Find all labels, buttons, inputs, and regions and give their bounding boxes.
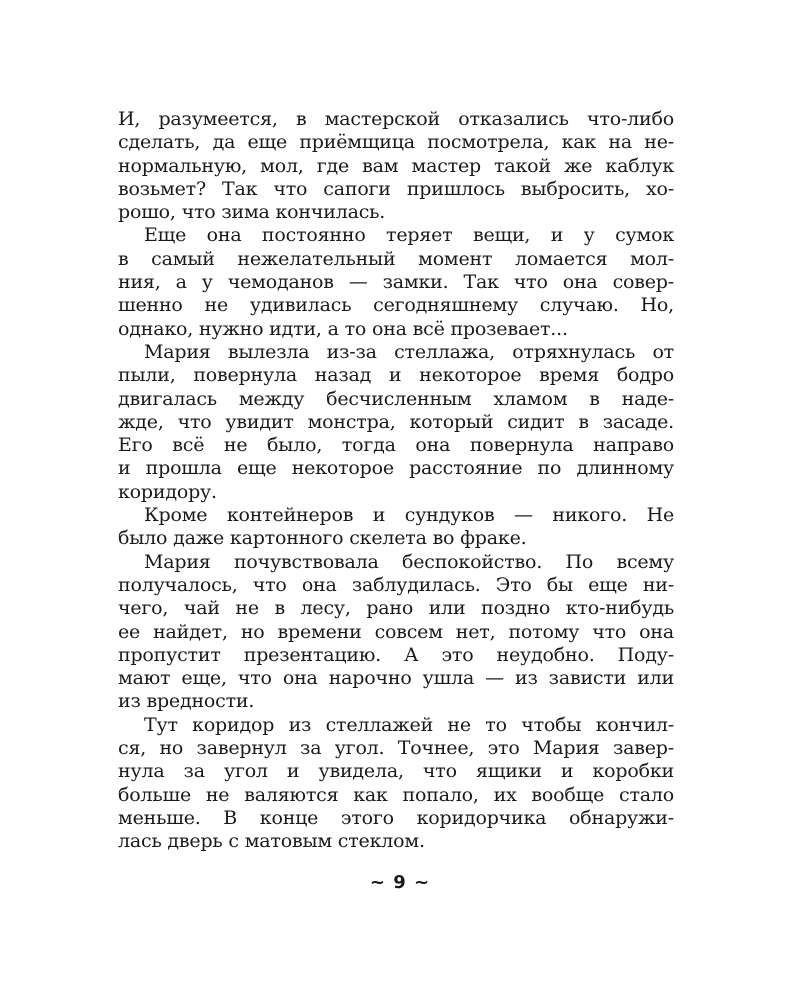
text-line: коридору. (118, 480, 217, 503)
text-line: двигалась между бесчисленным хламом в наде- (118, 387, 674, 410)
text-line: чего, чай не в лесу, рано или поздно кто-нибудь (118, 597, 674, 620)
text-line: И, разумеется, в мастерской отказались что-либо (118, 108, 674, 130)
text-line: и прошла еще некоторое расстояние по длинному (118, 457, 674, 480)
paragraph (118, 504, 674, 551)
text-line: Мария почувствовала беспокойство. По всему (144, 550, 674, 573)
text-line: Его всё не было, тогда она повернула направо (118, 434, 674, 457)
paragraph (118, 341, 674, 504)
text-line: ния, а у чемоданов — замки. Так что она совер- (118, 271, 674, 294)
text-line: мают еще, что она нарочно ушла — из зависти или (118, 667, 674, 690)
text-line: пропустит презентацию. А это неудобно. Поду- (118, 643, 674, 666)
text-line: рошо, что зима кончилась. (118, 201, 386, 224)
text-line: Кроме контейнеров и сундуков — никого. Не (144, 504, 674, 527)
text-line: ся, но завернул за угол. Точнее, это Мария завер- (118, 737, 674, 760)
text-line: Мария вылезла из-за стеллажа, отряхнулась от (144, 340, 674, 363)
text-line: в самый нежелательный момент ломается мол- (118, 247, 674, 270)
text-line: ее найдет, но времени совсем нет, потому что она (118, 620, 674, 643)
paragraph (118, 551, 674, 714)
text-line: нула за угол и увидела, что ящики и коробки (118, 760, 674, 783)
text-line: нормальную, мол, где вам мастер такой же каблук (118, 154, 674, 177)
page-number: ~ 9 ~ (369, 872, 431, 893)
text-line: Тут коридор из стеллажей не то чтобы кончил- (144, 713, 674, 736)
paragraph (118, 108, 674, 224)
text-line: пыли, повернула назад и некоторое время бодро (118, 364, 674, 387)
text-line: однако, нужно идти, а то она всё прозевает... (118, 317, 568, 340)
text-line: жде, что увидит монстра, который сидит в засаде. (118, 410, 674, 433)
text-line: больше не валяются как попало, их вообще стало (118, 783, 674, 806)
paragraph (118, 224, 674, 340)
text-line: из вредности. (118, 690, 255, 713)
text-line: Еще она постоянно теряет вещи, и у сумок (144, 224, 674, 247)
text-line: было даже картонного скелета во фраке. (118, 527, 527, 550)
text-line: меньше. В конце этого коридорчика обнаружи- (118, 806, 674, 829)
page-body (118, 108, 674, 854)
text-line: лась дверь с матовым стеклом. (118, 830, 425, 853)
paragraph (118, 714, 674, 854)
text-line: возьмет? Так что сапоги пришлось выбросить, хо- (118, 177, 674, 200)
text-line: шенно не удивилась сегодняшнему случаю. Но, (118, 294, 674, 317)
text-line: сделать, да еще приёмщица посмотрела, как на не- (118, 131, 674, 154)
text-line: получалось, что она заблудилась. Это бы еще ни- (118, 573, 674, 596)
